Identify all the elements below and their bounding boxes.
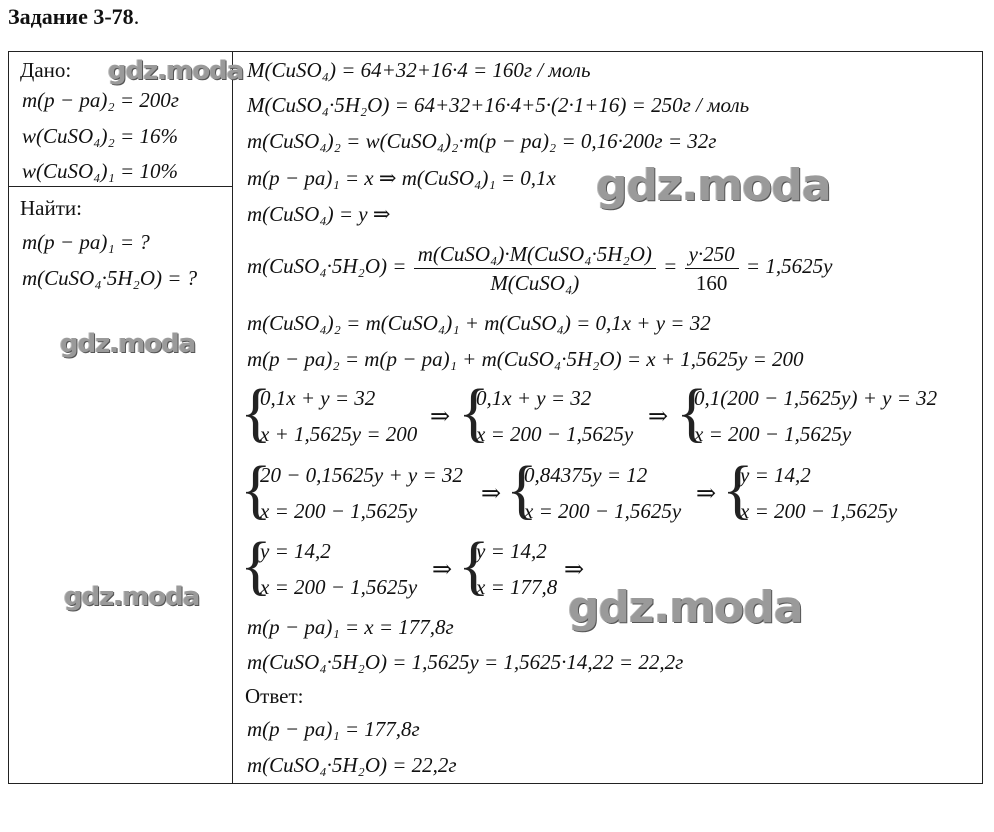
system-brace: { [676, 376, 708, 449]
fraction-right: = 1,5625y [745, 254, 833, 278]
solution-line: m(p − pa)₂ = m(p − pa)₁ + m(CuSO₄·5H₂O) = x + 1,5625y = 200 [247, 347, 804, 371]
solution-line: M(CuSO₄·5H₂O) = 64+32+16·4+5·(2·1+16) = 250г / моль [247, 93, 750, 117]
system-equation: y = 14,2 [476, 539, 547, 563]
result-line: m(CuSO₄·5H₂O) = 1,5625y = 1,5625·14,22 = 22,2г [247, 650, 684, 674]
system-equation: x + 1,5625y = 200 [260, 422, 418, 446]
system-equation: x = 200 − 1,5625y [524, 499, 682, 523]
system-equation: x = 200 − 1,5625y [260, 499, 418, 523]
result-line: m(p − pa)₁ = x = 177,8г [247, 615, 454, 639]
system-equation: 20 − 0,15625y + y = 32 [260, 463, 463, 487]
answer-label: Ответ: [245, 684, 304, 708]
given-find-divider [8, 186, 233, 187]
solution-line: m(CuSO₄)₂ = m(CuSO₄)₁ + m(CuSO₄) = 0,1x + y = 32 [247, 311, 711, 335]
system-brace: { [458, 529, 490, 602]
system-equation: x = 200 − 1,5625y [694, 422, 852, 446]
implies-arrow: ⇒ [564, 557, 585, 583]
watermark: gdz.moda [108, 56, 244, 86]
fraction [685, 242, 739, 295]
system-equation: x = 200 − 1,5625y [740, 499, 898, 523]
implies-arrow: ⇒ [432, 557, 453, 583]
find-item: m(CuSO₄·5H₂O) = ? [22, 266, 198, 290]
fraction-numerator: m(CuSO₄)·M(CuSO₄·5H₂O) [414, 242, 656, 269]
watermark: gdz.moda [568, 582, 803, 633]
find-label: Найти: [20, 196, 82, 220]
system-brace: { [458, 376, 490, 449]
solution-fraction-line: m(CuSO₄·5H₂O) = $\frac{\text{m(CuSO₄)·M(CuSO₄·5H₂O)}}{\text{M(CuSO₄)}}$ = $\frac{y\cdot 250}{160}$ = 1,5625y [247, 241, 833, 295]
find-item: m(p − pa)₁ = ? [22, 230, 150, 254]
solution-line: M(CuSO₄) = 64+32+16·4 = 160г / моль [247, 58, 591, 82]
system-brace: { [506, 453, 538, 526]
column-divider [232, 51, 233, 784]
watermark: gdz.moda [596, 160, 831, 211]
watermark: gdz.moda [60, 329, 196, 359]
system-equation: x = 200 − 1,5625y [260, 575, 418, 599]
system-equation: 0,1(200 − 1,5625y) + y = 32 [694, 386, 938, 410]
system-equation: 0,1x + y = 32 [260, 386, 376, 410]
system-brace: { [240, 376, 272, 449]
system-equation: x = 177,8 [476, 575, 558, 599]
system-equation: y = 14,2 [740, 463, 811, 487]
system-equation: 0,1x + y = 32 [476, 386, 592, 410]
fraction [414, 242, 656, 295]
fraction-denominator: 160 [695, 270, 728, 295]
system-equation: x = 200 − 1,5625y [476, 422, 634, 446]
solution-line: m(CuSO₄) = y ⇒ [247, 202, 391, 226]
system-brace: { [240, 529, 272, 602]
given-label: Дано: [20, 58, 72, 82]
implies-arrow: ⇒ [696, 481, 717, 507]
answer-line: m(p − pa)₁ = 177,8г [247, 717, 420, 741]
given-item: w(CuSO₄)₁ = 10% [22, 159, 178, 183]
given-item: m(p − pa)₂ = 200г [22, 88, 179, 112]
given-item: w(CuSO₄)₂ = 16% [22, 124, 178, 148]
fraction-numerator: y·250 [685, 242, 739, 269]
solution-line: m(CuSO₄)₂ = w(CuSO₄)₂·m(p − pa)₂ = 0,16·200г = 32г [247, 129, 717, 153]
system-brace: { [722, 453, 754, 526]
system-brace: { [240, 453, 272, 526]
system-equation: 0,84375y = 12 [524, 463, 648, 487]
answer-line: m(CuSO₄·5H₂O) = 22,2г [247, 753, 457, 777]
system-equation: y = 14,2 [260, 539, 331, 563]
task-title: Задание 3-78. [8, 4, 140, 29]
implies-arrow: ⇒ [430, 404, 451, 430]
watermark: gdz.moda [64, 582, 200, 612]
implies-arrow: ⇒ [648, 404, 669, 430]
solution-line: m(p − pa)₁ = x ⇒ m(CuSO₄)₁ = 0,1x [247, 166, 556, 190]
fraction-left: m(CuSO₄·5H₂O) = [247, 254, 407, 278]
fraction-denominator: M(CuSO₄) [490, 270, 580, 295]
implies-arrow: ⇒ [481, 481, 502, 507]
